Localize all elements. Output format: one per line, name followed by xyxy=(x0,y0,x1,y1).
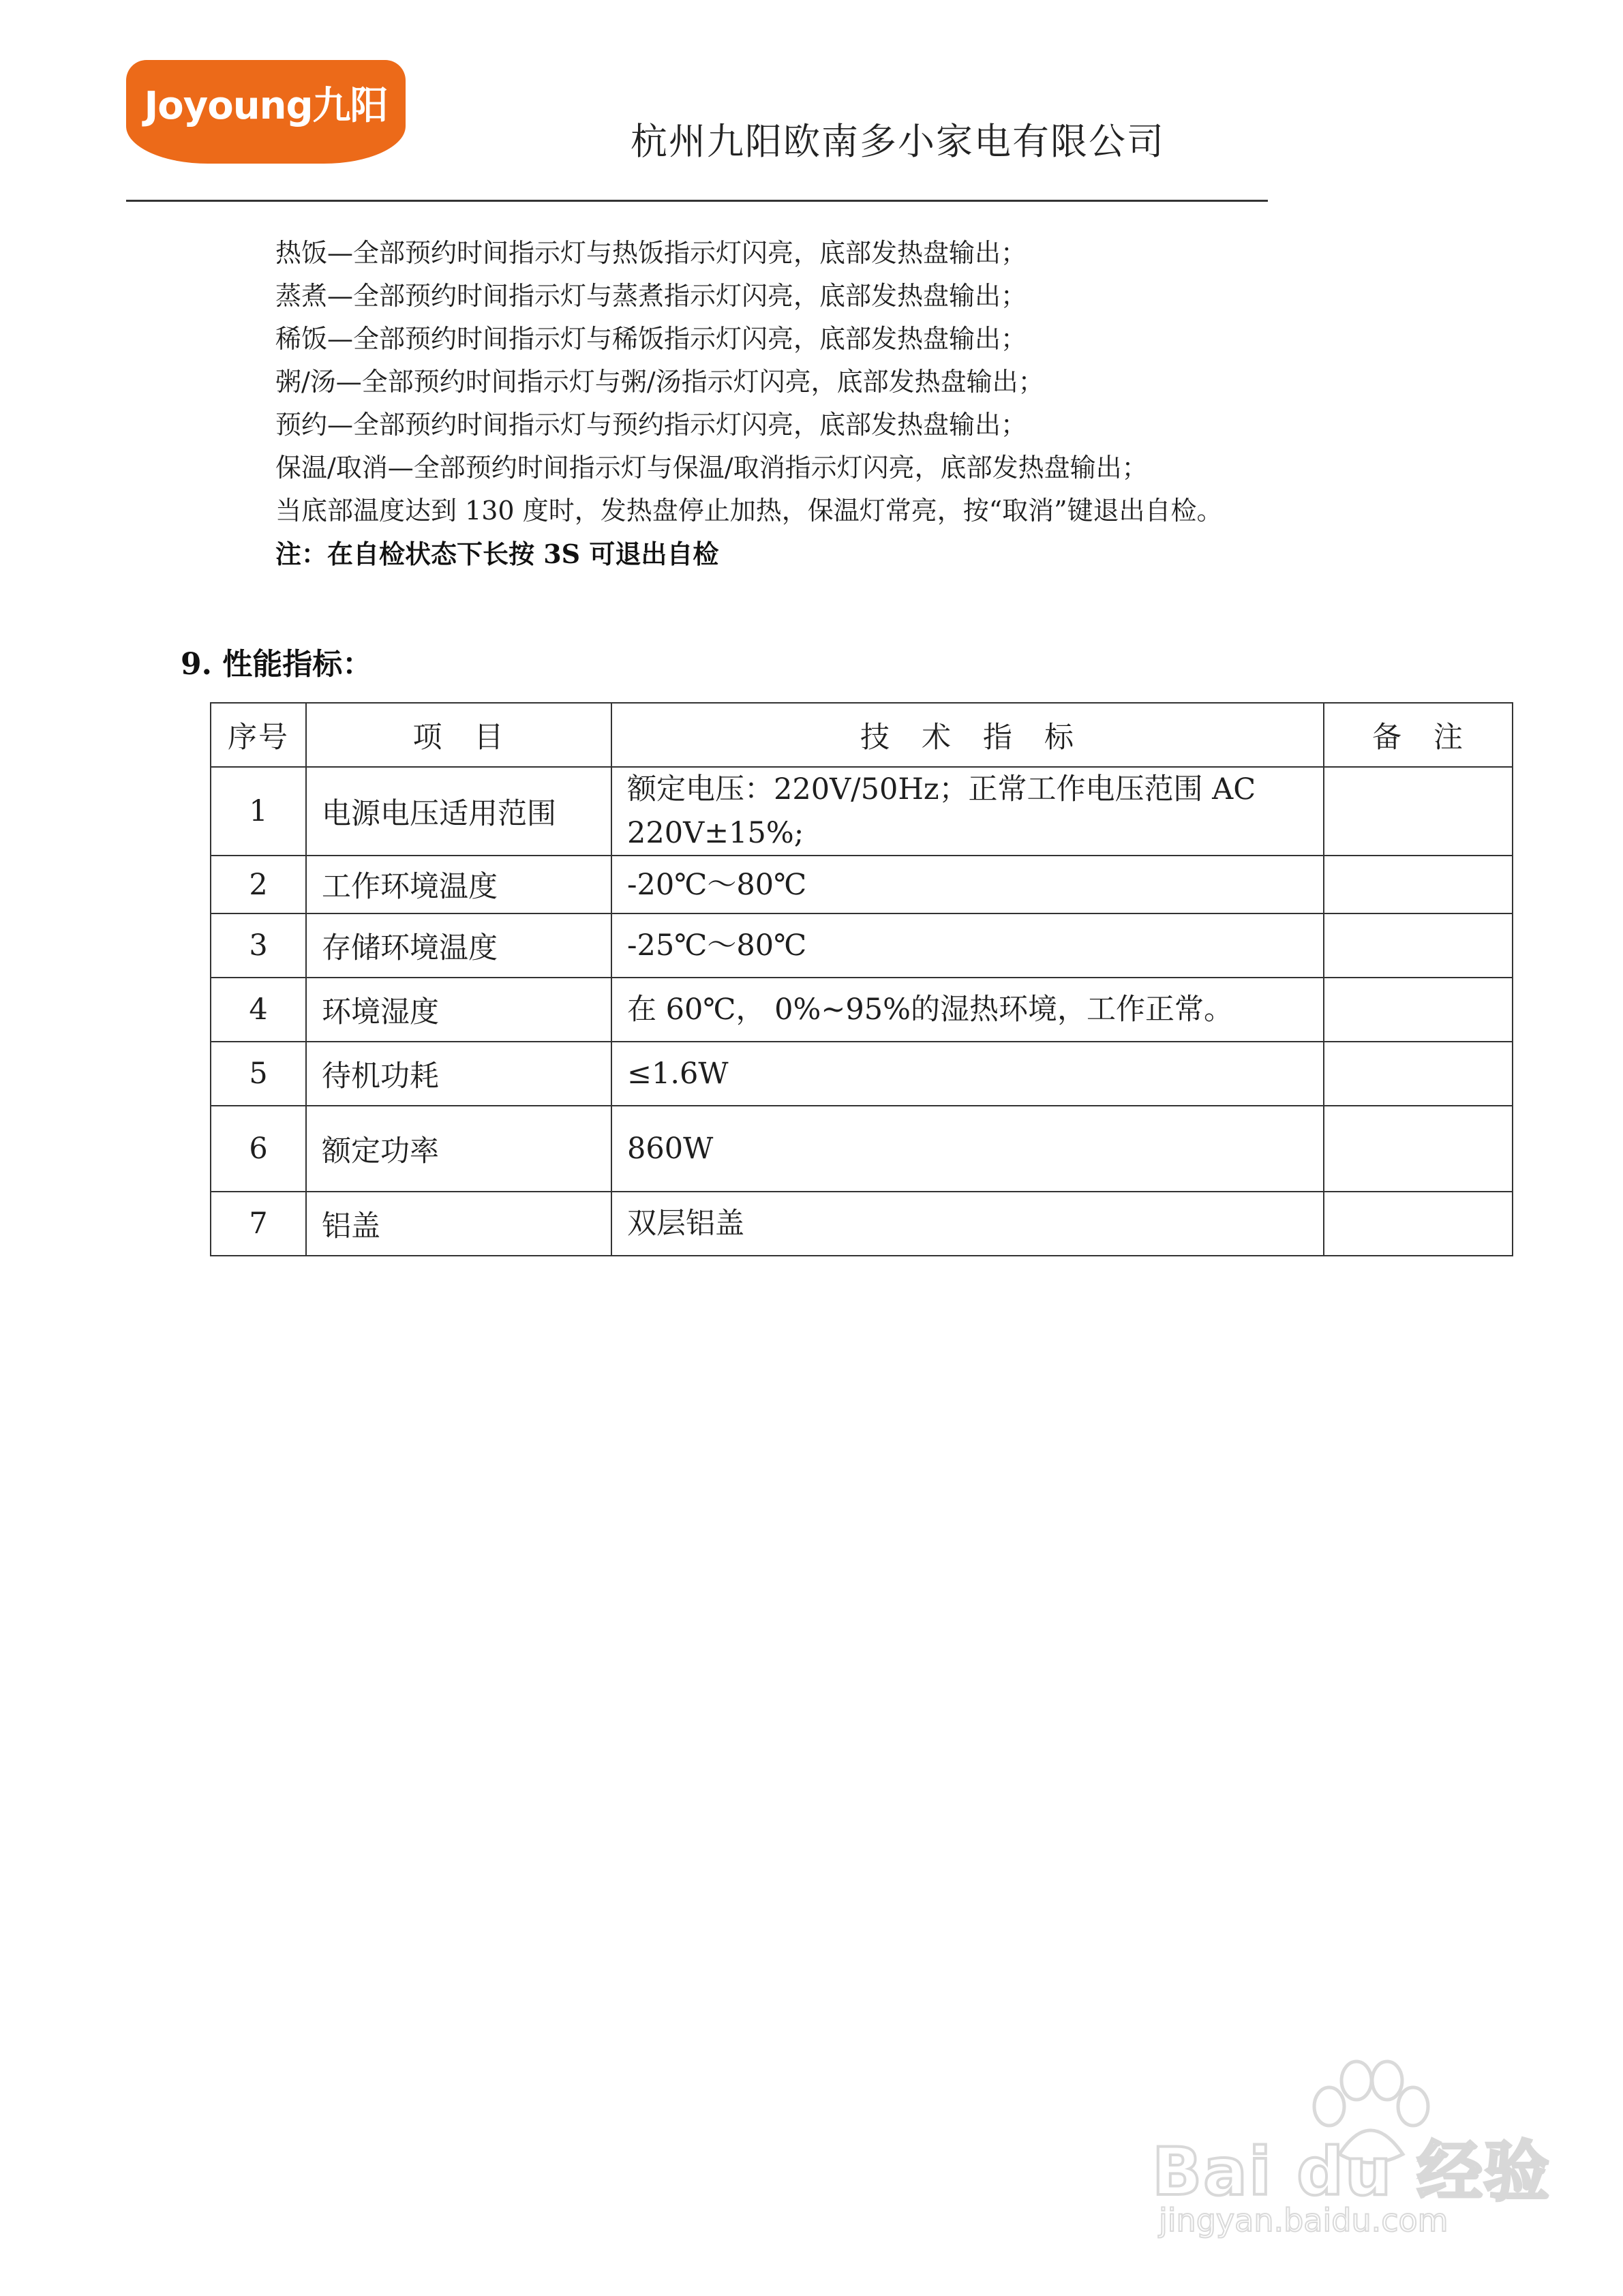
row-number: 2 xyxy=(211,856,306,913)
instruction-line: 预约—全部预约时间指示灯与预约指示灯闪亮，底部发热盘输出； xyxy=(275,410,1027,440)
table-header-row xyxy=(211,703,1513,767)
table-row xyxy=(211,1106,1513,1192)
row-item: 电源电压适用范围 xyxy=(306,767,611,856)
instruction-line: 热饭—全部预约时间指示灯与热饭指示灯闪亮，底部发热盘输出； xyxy=(275,238,1027,268)
baidu-jingyan-watermark xyxy=(1152,2059,1551,2243)
instruction-line: 稀饭—全部预约时间指示灯与稀饭指示灯闪亮，底部发热盘输出； xyxy=(275,324,1027,354)
row-number: 6 xyxy=(211,1106,306,1192)
row-item: 存储环境温度 xyxy=(306,913,611,978)
header-divider xyxy=(126,200,1268,202)
row-spec: -20℃～80℃ xyxy=(611,856,1324,913)
joyoung-logo xyxy=(126,60,406,164)
header-cell-item: 项 目 xyxy=(306,703,611,767)
watermark-url: jingyan.baidu.com xyxy=(1159,2202,1448,2239)
table-row xyxy=(211,1192,1513,1256)
instruction-line: 粥/汤—全部预约时间指示灯与粥/汤指示灯闪亮，底部发热盘输出； xyxy=(275,367,1044,397)
instruction-line: 保温/取消—全部预约时间指示灯与保温/取消指示灯闪亮，底部发热盘输出； xyxy=(275,453,1148,483)
row-spec: 在 60℃， 0%~95%的湿热环境，工作正常。 xyxy=(611,978,1324,1042)
row-remark xyxy=(1324,913,1513,978)
company-name: 杭州九阳欧南多小家电有限公司 xyxy=(631,120,1165,163)
row-number: 1 xyxy=(211,767,306,856)
section-title: 9. 性能指标： xyxy=(181,647,373,682)
row-number: 3 xyxy=(211,913,306,978)
row-item: 环境湿度 xyxy=(306,978,611,1042)
row-number: 7 xyxy=(211,1192,306,1256)
row-remark xyxy=(1324,1192,1513,1256)
self-check-note: 注：在自检状态下长按 3S 可退出自检 xyxy=(275,539,719,569)
watermark-brand: Bai du 经验 xyxy=(1152,2134,1551,2210)
header-cell-no: 序号 xyxy=(211,703,306,767)
row-remark xyxy=(1324,978,1513,1042)
row-number: 4 xyxy=(211,978,306,1042)
row-spec: -25℃～80℃ xyxy=(611,913,1324,978)
table-row xyxy=(211,767,1513,856)
header-cell-spec: 技 术 指 标 xyxy=(611,703,1324,767)
row-remark xyxy=(1324,1106,1513,1192)
header-cell-remark: 备 注 xyxy=(1324,703,1513,767)
performance-table xyxy=(210,702,1513,1256)
logo-text: Joyoung九阳 xyxy=(144,84,388,128)
self-check-instructions xyxy=(275,232,1434,575)
row-spec: 860W xyxy=(611,1106,1324,1192)
instruction-line: 当底部温度达到 130 度时，发热盘停止加热，保温灯常亮，按“取消”键退出自检。 xyxy=(275,496,1223,526)
row-spec: 额定电压：220V/50Hz；正常工作电压范围 AC 220V±15%; xyxy=(611,767,1324,856)
table-row xyxy=(211,913,1513,978)
table-row xyxy=(211,856,1513,913)
row-spec: ≤1.6W xyxy=(611,1042,1324,1106)
row-remark xyxy=(1324,767,1513,856)
row-item: 铝盖 xyxy=(306,1192,611,1256)
instruction-line: 蒸煮—全部预约时间指示灯与蒸煮指示灯闪亮，底部发热盘输出； xyxy=(275,281,1027,311)
table-row xyxy=(211,1042,1513,1106)
row-item: 待机功耗 xyxy=(306,1042,611,1106)
table-row xyxy=(211,978,1513,1042)
row-remark xyxy=(1324,856,1513,913)
row-remark xyxy=(1324,1042,1513,1106)
row-item: 额定功率 xyxy=(306,1106,611,1192)
row-item: 工作环境温度 xyxy=(306,856,611,913)
row-number: 5 xyxy=(211,1042,306,1106)
row-spec: 双层铝盖 xyxy=(611,1192,1324,1256)
